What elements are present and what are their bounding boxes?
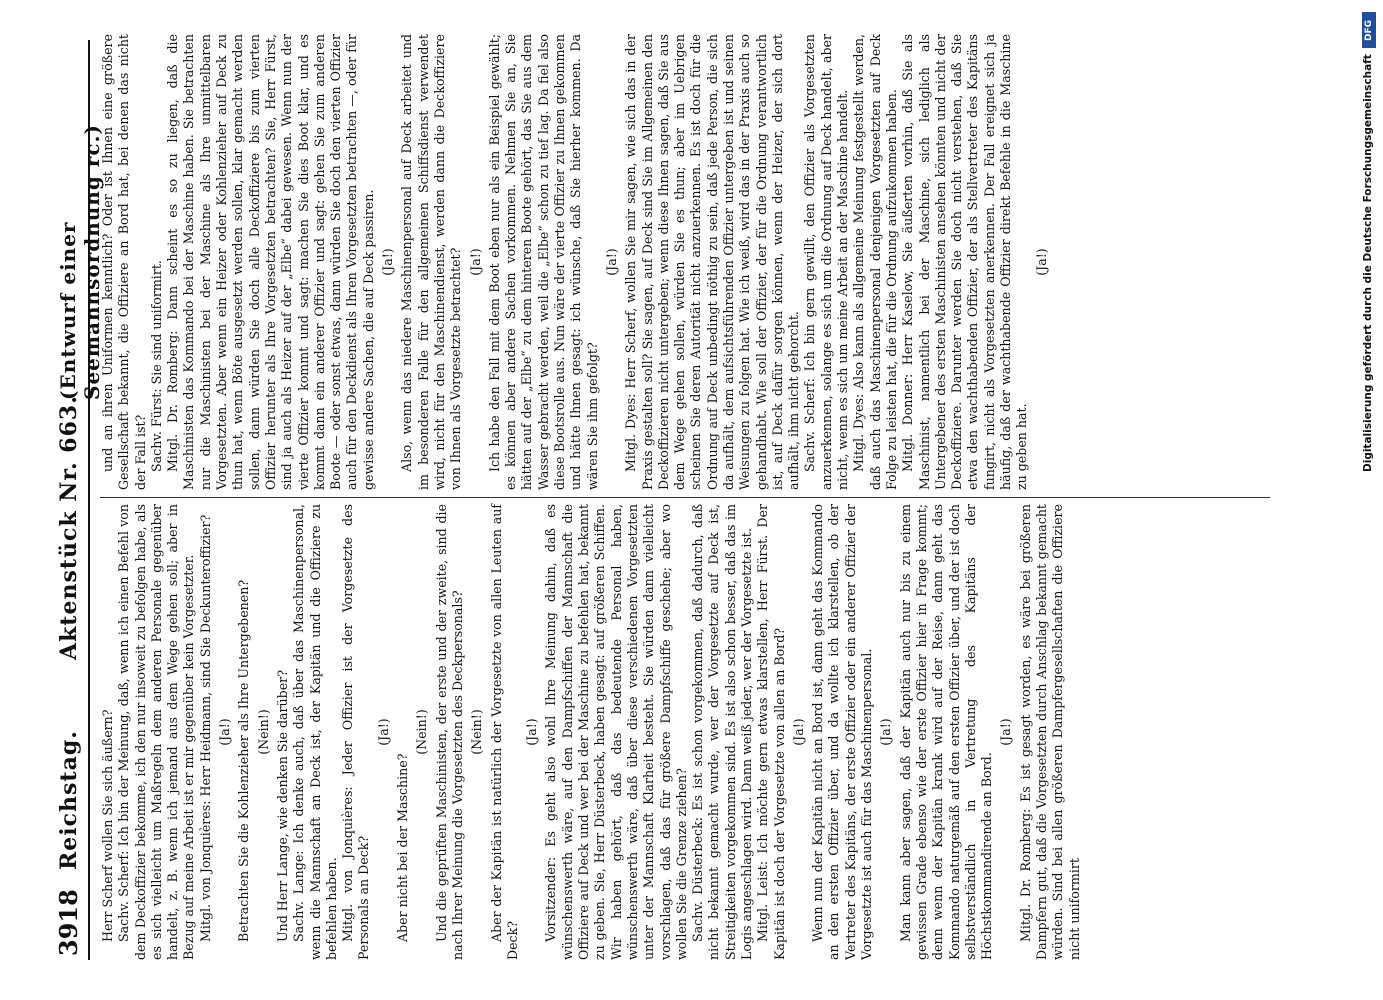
column-divider: [100, 497, 1270, 498]
paragraph: Mitgl. Dr. Romberg: Es ist gesagt worden, es wäre bei größeren Dampfern gut, daß die Vorgesetzten durch Anschlag bekannt gemacht würden. Sind bei allen größeren Dampfergesellschaften die Offiziere nicht uniformirt: [1017, 504, 1082, 960]
paragraph: Vorsitzender: Es geht also wohl Ihre Meinung dahin, daß es wünschenswerth wäre, auf den Dampfschiffen der Mannschaft die Offiziere auf Deck und wer bei der Maschine zu befehlen hat, bekannt zu geben. Sie, Herr Düsterbeck, haben gesagt: auf größeren Schiffen. Wir haben gehört, daß das bedeutende Personal haben, wünschenswerth wäre, daß über diese verschiedenen Vorgesetzten unter der Mannschaft Klarheit besteht. Sie würden dann vielleicht vorschlagen, daß das für größere Dampfschiffe geschehe; aber wo wollen Sie die Grenze ziehen?: [543, 504, 689, 960]
paragraph: Mitgl. Dyes: Herr Scherf, wollen Sie mir sagen, wie sich das in der Praxis gestalten soll? Sie sagen, auf Deck sind Sie im Allgemeinen den Deckoffizieren nicht untergeben; wenn diese Ihnen sagen, daß Sie aus dem Wege gehen sollen, würden Sie es thun; aber im Uebrigen scheinen Sie deren Autorität nicht anzuerkennen. Es ist doch für die Ordnung auf Deck unbedingt nöthig zu sein, daß jede Person, die sich da aufhält, dem aufsichtsführenden Offizier untergeben ist und seinen Weisungen zu folgen hat. Wie ich weiß, wird das in der Praxis auch so gehandhabt. Wie soll der Offizier, der für die Ordnung verantwortlich ist, auf Deck dafür sorgen können, wenn der Heizer, der sich dort aufhält, ihm nicht gehorcht.: [623, 34, 802, 490]
header-middle: Aktenstück Nr. 663.: [56, 395, 82, 660]
right-column: [100, 34, 1280, 490]
header-right: (Entwurf einer Seemannsordnung rc.): [56, 124, 104, 400]
paragraph: Mitgl. von Jonquières: Herr Heidmann, sind Sie Deckunteroffizier?: [197, 514, 213, 942]
interjection: (Ja!): [998, 718, 1014, 746]
paragraph: Ich habe den Fall mit dem Boot eben nur als ein Beispiel gewählt; es können aber andere Sachen vorkommen. Nehmen Sie an, Sie hätten auf der „Elbe“ zu dem hinteren Boote gehört, das Sie aus dem Wasser gebracht werden, weil die „Elbe“ schon zu tief lag. Da fiel also diese Bootsrolle aus. Nun wäre der vierte Offizier zu Ihnen gekommen und hätte Ihnen gesagt: ich wünsche, daß Sie hierher kommen. Da wären Sie ihm gefolgt?: [486, 34, 600, 490]
paragraph: Mitgl. Dyes: Also kann als allgemeine Meinung festgestellt werden, daß auch das Maschinenpersonal denjenigen Vorgesetzten auf Deck Folge zu leisten hat, die für die Ordnung aufzukommen haben.: [851, 34, 899, 490]
paragraph: Und die geprüften Maschinisten, der erste und der zweite, sind die nach Ihrer Meinung die Vorgesetzten des Deckpersonals?: [433, 504, 465, 960]
paragraph: Mitgl. Leist: Ich möchte gern etwas klarstellen, Herr Fürst. Der Kapitän ist doch der Vorgesetzte von allen an Bord?: [755, 504, 787, 960]
paragraph: Mitgl. Donner: Herr Kaselow, Sie äußerten vorhin, daß Sie als Maschinist, namentlich bei der Maschine, sich lediglich als Untergebener des ersten Maschinisten ansehen könnten und nicht der Deckoffiziere. Darunter werden Sie doch nicht verstehen, daß Sie etwa den wachthabenden Offizier, der als Stellvertreter des Kapitäns fungirt, nicht als Vorgesetzten anerkennen. Der Fall ereignet sich ja häufig, daß der wachthabende Offizier direkt Befehle in die Maschine zu geben hat.: [900, 34, 1030, 490]
paragraph: Sachv. Düsterbeck: Es ist schon vorgekommen, daß dadurch, daß nicht bekannt gemacht wurde, wer der Vorgesetzte auf Deck ist, Streitigkeiten vorgekommen sind. Es ist also schon besser, daß das im Logis angeschlagen wird. Dann weiß jeder, wer der Vorgesetzte ist.: [690, 504, 754, 960]
interjection: (Ja!): [217, 718, 233, 746]
interjection: (Ja!): [603, 248, 619, 276]
header-left: Reichstag.: [56, 730, 82, 870]
paragraph: Man kann aber sagen, daß der Kapitän auch nur bis zu einem gewissen Grade ebenso wie der erste Offizier hier in Frage kommt; denn wenn der Kapitän krank wird auf der Reise, dann geht das Kommando naturgemäß auf den ersten Offizier über, und der ist doch selbstverständlich in Vertretung des Kapitäns der Höchstkommandirende an Bord.: [897, 504, 995, 960]
paragraph: Sachv. Scherf: Ich bin gern gewillt, den Offizier als Vorgesetzten anzuerkennen, solange es sich um die Ordnung auf Deck handelt, aber nicht, wenn es sich um meine Arbeit an der Maschine handelt.: [802, 34, 851, 490]
page-number: 3918: [54, 889, 83, 956]
paragraph: Aber nicht bei der Maschine?: [395, 753, 411, 942]
paragraph: Betrachten Sie die Kohlenzieher als Ihre Untergebenen?: [236, 579, 252, 942]
paragraph: Mitgl. Dr. Romberg: Dann scheint es so zu liegen, daß die Maschinisten das Kommando bei der Maschine haben. Sie betrachten nur die Maschinisten bei der Maschine als Ihre unmittelbaren Vorgesetzten. Aber wenn ein Heizer oder Kohlenzieher auf Deck zu thun hat, wenn Böte ausgesetzt werden sollen, klar gemacht werden sollen, dann würden Sie doch alle Deckoffiziere bis zum vierten Offizier herunter als Ihre Vorgesetzten betrachten? Sie, Herr Fürst, sind ja auch als Heizer auf der „Elbe“ dabei gewesen. Wenn nun der vierte Offizier kommt und sagt: machen Sie dies Boot klar, und es kommt dann ein anderer Offizier und sagt: gehen Sie zum anderen Boote — oder sonst etwas, dann würden Sie doch den vierten Offizier auch für den Deckdienst als Ihren Vorgesetzten betrachten —, oder für gewisse andere Sachen, die auf Deck passiren.: [165, 34, 376, 490]
left-column: [100, 504, 1280, 960]
paragraph: Also, wenn das niedere Maschinenpersonal auf Deck arbeitet und im besonderen Falle für den allgemeinen Schiffsdienst verwendet wird, nicht für den Maschinendienst, werden dann die Deckoffiziere von Ihnen als Vorgesetzte betrachtet?: [399, 34, 464, 490]
notice-text: Digitalisierung gefördert durch die Deutsche Forschungsgemeinschaft: [1362, 54, 1374, 472]
interjection: (Ja!): [375, 718, 391, 746]
paragraph: Sachv. Lange: Ich denke auch, daß über das Maschinenpersonal, wenn die Mannschaft an Deck ist, der Kapitän und die Offiziere zu befehlen haben.: [291, 504, 339, 960]
paragraph: Sachv. Scherf: Ich bin der Meinung, daß, wenn ich einen Befehl von dem Deckoffizier bekomme, ich den nur insoweit zu befolgen habe, als es sich vielleicht um Maßregeln dem anderen Personale gegenüber handelt, z. B. wenn ich jemand aus dem Wege gehen soll; aber in Bezug auf meine Arbeit ist er mir gegenüber kein Vorgesetzter.: [116, 504, 197, 960]
paragraph: und an ihren Uniformen kenntlich? Oder ist Ihnen eine größere Gesellschaft bekannt, die Offiziere an Bord hat, bei denen das nicht der Fall ist?: [100, 34, 148, 490]
paragraph: Aber der Kapitän ist natürlich der Vorgesetzte von allen Leuten auf Deck?: [488, 504, 520, 960]
interjection: (Ja!): [380, 248, 396, 276]
page-header: [50, 40, 104, 960]
digitization-notice: [1362, 10, 1378, 990]
paragraph: Und Herr Lange, wie denken Sie darüber?: [274, 670, 290, 942]
interjection: (Ja!): [878, 718, 894, 746]
interjection: (Ja!): [467, 248, 483, 276]
paragraph: Sachv. Fürst: Sie sind uniformirt.: [148, 260, 164, 472]
paragraph: Wenn nun der Kapitän nicht an Bord ist, dann geht das Kommando an den ersten Offizier über, und da wollte ich klarstellen, ob der Vertreter des Kapitäns, der erste Offizier oder ein anderer Offizier der Vorgesetzte ist auch für das Maschinenpersonal.: [810, 504, 875, 960]
paragraph: Herr Scherf wollen Sie sich äußern?: [100, 709, 115, 942]
interjection: (Nein!): [255, 709, 271, 755]
interjection: (Nein!): [414, 709, 430, 755]
dfg-logo: DFG: [1362, 12, 1376, 48]
paragraph: Mitgl. von Jonquières: Jeder Offizier ist der Vorgesetzte des Personals an Deck?: [340, 504, 372, 960]
interjection: (Nein!): [469, 709, 485, 755]
interjection: (Ja!): [790, 718, 806, 746]
interjection: (Ja!): [524, 718, 540, 746]
interjection: (Ja!): [1033, 248, 1049, 276]
